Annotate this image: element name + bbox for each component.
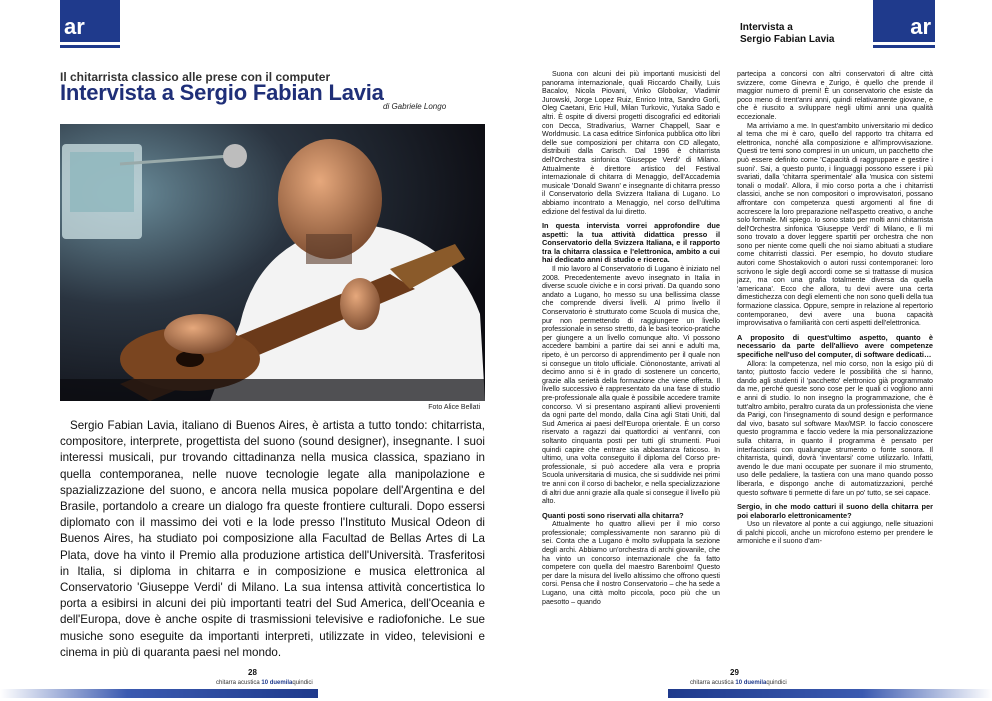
footer-bold: 10 duemila [261, 680, 293, 686]
page-number-right: 29 [730, 668, 739, 677]
byline: di Gabriele Longo [383, 102, 447, 111]
article-column-2 [737, 70, 933, 668]
guitarist-illustration [60, 124, 485, 401]
article-paragraph: Uso un rilevatore al ponte a cui aggiungo, nelle situazioni di palchi piccoli, anche un microfono esterno per prendere le armoniche e il suono d'am- [737, 520, 933, 546]
article-column-1 [542, 70, 720, 668]
logo-underline [873, 45, 935, 48]
brand-logo-right [873, 0, 935, 42]
interview-question: A proposito di quest'ultimo aspetto, quanto è necessario da parte dell'allievo avere competenze specifiche nell'uso del computer, di software dedicati… [737, 332, 933, 359]
footer-right [690, 680, 787, 686]
logo-text: ar [64, 14, 85, 39]
article-paragraph: Allora: la competenza, nel mio corso, non la esigo più di tanto; piuttosto faccio vedere le possibilità che si hanno, dando agli studenti il 'pacchetto' elettronico già programmato da me, perché queste sono cose per le quali ci vogliono anni e anni di studio. Io non insegno la programmazione, che è tutt'altro ambito, peraltro curata da un professionista che viene da Parigi, con l'insegnamento di sound design e performance dal vivo, basato sul software Max/MSP. Io faccio conoscere questo programma e faccio vedere la mia personalizzazione sulla chitarra, in quanto il programma è pensato per interfacciarsi con qualunque strumento o fonte sonora. Il chitarrista, quindi, dovrà 'inventarsi' come utilizzarlo. Infatti, avendo le due mani occupate per suonare il mio strumento, uso delle pedaliere, la tastiera con una mano quando posso liberarla, e dispongo anche di automatizzazioni, perché questo software ti permette di fare un po' tutto, se sei capace. [737, 359, 933, 497]
article-paragraph: Attualmente ho quattro allievi per il mio corso professionale; complessivamente non saranno più di sei. Conta che a Lugano è molto sviluppata la sezione degli archi. Abbiamo un'orchestra di archi giovanile, che ha vinto un concorso internazionale che fa fatto competere con quella del maestro Barenboim! Questo per dare la misura del livello altissimo che offrono questi corsi. Pensa che il nostro Conservatorio – che ha sede a Lugano, una città molto piccola, poco più che un paesotto – quando [542, 520, 720, 606]
intro-paragraph: Sergio Fabian Lavia, italiano di Buenos Aires, è artista a tutto tondo: chitarrista, compositore, interprete, progettista del suono (sound designer), insegnante. I suoi interessi musicali, pur trovando cittadinanza nella musica classica, spaziano in quella contemporanea, nelle nuove tecnologie legate alla manipolazione e spazializzazione del suono, e ancora nella musica popolare dell'Argentina e del Brasile, portandolo a creare un dialogo fra queste frontiere culturali. Dopo essersi diplomato con il massimo dei voti e la lode presso l'Instituto Musical Odeon di Buenos Aires, ha studiato poi composizione alla Facultad de Bellas Artes di La Plata, dove ha vinto il Premio alla produzione artistica dell'Università. Trasferitosi in Italia, si diploma in chitarra e in composizione e musica elettronica al Conservatorio 'Giuseppe Verdi' di Milano. La sua intensa attività concertistica lo porta a esibirsi in alcuni dei più importanti teatri del Sud America, dell'Oceania e dell'Europa, dove è anche ospite di trasmissioni televisive e radiofoniche. Le sue musiche sono eseguite da importanti interpreti, utilizzate in video, televisioni e cinema in più di quaranta paesi nel mondo. [60, 419, 485, 659]
article-paragraph: partecipa a concorsi con altri conservatori di altre città svizzere, come Ginevra e Zurigo, è quello che prende il maggior numero di premi! È un conservatorio che esiste da poco meno di trent'anni anni, quindi relativamente giovane, e che è riuscito a sviluppare negli ultimi anni una qualità eccezionale. [737, 70, 933, 121]
interview-question: Sergio, in che modo catturi il suono della chitarra per poi elaborarlo elettronicamente? [737, 502, 933, 520]
article-paragraph: Ma arriviamo a me. In quest'ambito universitario mi dedico al tema che mi è caro, quello del rapporto tra chitarra ed elettronica, nonché alla composizione e all'improvvisazione. Questi tre temi sono compresi in un unicum, un pacchetto che può essere definito come 'Capacità di raggruppare e gestire i suoni'. Sai, a questo punto, i linguaggi possono essere i più svariati, dalla 'chitarra sperimentale' alla 'musica con sistemi tonali o modali'. Allora, il mio corso porta a che i chitarristi classici, anche se non compositori o improvvisatori, possano affrontare con competenza questi argomenti al fine di accrescere la loro preparazione nell'aspetto creativo, o anche solo formale. Mi spiego. Io sono stato per molti anni chitarrista dell'Orchestra sinfonica 'Giuseppe Verdi' di Milano, e lì mi sono trovato a dover leggere spartiti per orchestra che non sono per niente come quelli che noi siamo abituati a studiare come chitarristi classici. Per esempio, ho dovuto studiare autori come Shostakovich o autori russi contemporanei: loro scrivono le sigle degli accordi come se si trattasse di musica jazz, ma con una grafia totalmente diversa da quella 'americana'. Ecco che allora, tu devi avere una certa dimestichezza con degli elementi che non sono quelli della tua formazione classica. Oppure, sempre in relazione al repertorio contemporaneo, devi avere una buona capacità improvvisativa o familiarità con certi aspetti dell'elettronica. [737, 121, 933, 328]
interview-question: Quanti posti sono riservati alla chitarra? [542, 510, 684, 520]
footer-pre: chitarra acustica [690, 680, 736, 686]
footer-post: quindici [292, 680, 313, 686]
footer-bar-right [668, 689, 992, 698]
interview-question: In questa intervista vorrei approfondire due aspetti: la tua attività didattica presso il Conservatorio della Svizzera Italiana, e il rapporto tra la chitarra classica e l'elettronica, ambito a cui hai dedicato anni di studio e ricerca. [542, 221, 720, 265]
logo-underline [60, 45, 120, 48]
running-header-line1: Intervista a [740, 22, 793, 33]
footer-pre: chitarra acustica [216, 680, 262, 686]
brand-logo-left [60, 0, 120, 42]
article-title: Intervista a Sergio Fabian Lavia [60, 80, 384, 105]
footer-post: quindici [766, 680, 787, 686]
running-header-line2: Sergio Fabian Lavia [740, 34, 835, 45]
footer-bold: 10 duemila [735, 680, 767, 686]
running-header [740, 22, 866, 46]
article-paragraph: Il mio lavoro al Conservatorio di Lugano è iniziato nel 2008. Precedentemente avevo insegnato in Italia in diverse scuole civiche e in corsi privati. Da quando sono andato a Lugano, ho messo su una bellissima classe che comprende diversi livelli. Al primo livello il Conservatorio è strutturato come Scuola di musica che, pur non permettendo di raggiungere un livello professionale in senso stretto, dà le basi teorico-pratiche per giungere a un livello comunque alto. Vi possono accedere bambini a partire dai sei anni e adulti ma, ripeto, è un percorso di apprendimento per il quale non si consegue un titolo ufficiale. Ciònonostante, arrivati al decimo anno si è in grado di sostenere un concerto, grazie alla serietà della formazione che viene offerta. Il livello successivo è rappresentato da una fase di studio pre-professionale alla quale è possibile accedere tramite concorso. Vi si presentano aspiranti allievi provenienti da ogni parte del mondo, dalla Cina agli Stati Uniti, dal Sud America ai paesi dell'Europa orientale. È un corso riservato a ragazzi dai quattordici ai vent'anni, con soltanto cinquanta posti per tutti gli strumenti. Puoi quindi capire che entrare sia abbastanza faticoso. In ultimo, una volta conseguito il diploma del Corso pre-professionale, si può accedere alla vera e propria Scuola universitaria di musica, che si suddivide nei primi tre anni con il corso di bachelor, e nella specializzazione di altri due anni grazie alla quale si consegue il livello più alto. [542, 265, 720, 506]
footer-bar-left [0, 689, 318, 698]
guitarist-photo [60, 124, 485, 401]
page-number-left: 28 [248, 668, 257, 677]
photo-credit: Foto Alice Bellati [428, 404, 480, 411]
article-paragraph: Suona con alcuni dei più importanti musicisti del panorama internazionale, quali Riccardo Chailly, Luis Bacalov, Nicola Piovani, Vinko Globokar, Vladimir Jurowski, Jorge Lopez Ruiz, Enrico Intra, Sandro Gorli, Oleg Caetani, Eric Hull, Milan Turkovic, Yutaka Sado e altri. È ospite di diversi progetti discografici ed editoriali con Decca, Stradivarius, Warner Chappell, Saar e Worldmusic. La casa editrice Sinfonica pubblica otto libri delle sue composizioni per chitarra con CD allegato, distribuiti dalla Carisch. Dal 1996 è chitarrista dell'Orchestra sinfonica 'Giuseppe Verdi' di Milano. Attualmente è direttore artistico del Festival internazionale di chitarra di Menaggio, dell'Accademia musicale 'Donald Swann' e insegnante di chitarra presso il Conservatorio della Svizzera Italiana di Lugano. Lo abbiamo incontrato a Menaggio, nel corso dell'ultima edizione del festival da lui diretto. [542, 70, 720, 216]
footer-left [216, 680, 313, 686]
logo-text: ar [910, 14, 931, 39]
article-kicker: Il chitarrista classico alle prese con il computer [60, 70, 331, 84]
